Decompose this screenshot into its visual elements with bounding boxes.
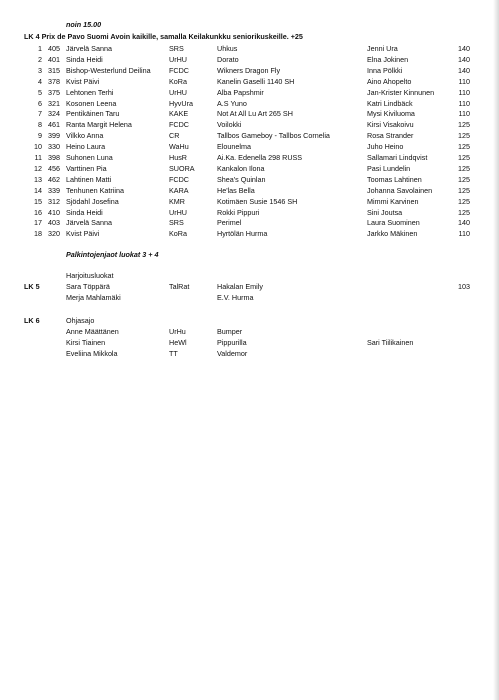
rider-name: Sinda Heidi: [66, 207, 103, 217]
height: 125: [458, 196, 470, 206]
height: 140: [458, 218, 470, 228]
rider-number: 375: [48, 87, 60, 97]
owner-name: Jenni Ura: [367, 44, 398, 53]
club: HusR: [169, 153, 187, 162]
height: 125: [458, 120, 470, 130]
horse-name: Rokki Pippuri: [217, 207, 260, 217]
horse-name: Valdemor: [217, 349, 248, 358]
prize-ceremony-note: Palkintojenjaot luokat 3 + 4: [66, 250, 159, 259]
club: KMR: [169, 196, 185, 206]
club: UrHU: [169, 87, 187, 97]
horse-name: Elounelma: [217, 142, 251, 152]
height: 110: [458, 109, 470, 119]
rider-name: Suhonen Luna: [66, 153, 113, 162]
entry-row: [0, 350, 499, 360]
owner-name: Pasi Lundelin: [367, 163, 411, 173]
height: 125: [458, 163, 470, 173]
horse-name: Dorato: [217, 54, 239, 64]
horse-name: Ai.Ka. Edenella 298 RUSS: [217, 153, 303, 162]
entry-row: [0, 143, 499, 153]
horse-name: Wikners Dragon Fly: [217, 65, 281, 75]
owner-name: Toomas Lahtinen: [367, 174, 422, 184]
rider-number: 403: [48, 218, 60, 228]
height: 125: [458, 131, 470, 141]
club: FCDC: [169, 120, 189, 130]
entry-row: [0, 209, 499, 219]
rider-number: 330: [48, 142, 60, 152]
start-time: noin 15.00: [66, 20, 102, 29]
height: 125: [458, 207, 470, 217]
horse-name: Shea's Quinlan: [217, 174, 266, 184]
owner-name: Sini Joutsa: [367, 207, 403, 217]
club: SRS: [169, 218, 184, 228]
entry-row: [0, 89, 499, 99]
start-order: 11: [34, 153, 42, 162]
owner-name: Rosa Strander: [367, 131, 414, 141]
entry-row: [0, 328, 499, 338]
owner-name: Juho Heino: [367, 142, 404, 152]
class-6-subtitle: Ohjasajo: [66, 316, 95, 325]
start-order: 17: [34, 218, 42, 228]
horse-name: Kankalon Ilona: [217, 163, 265, 173]
rider-name: Sara Töppärä: [66, 282, 110, 291]
rider-name: Kvist Päivi: [66, 76, 100, 86]
start-order: 3: [38, 65, 42, 75]
horse-name: Hakalan Emily: [217, 282, 263, 291]
start-order: 12: [34, 163, 42, 173]
rider-name: Merja Mahlamäki: [66, 293, 121, 302]
horse-name: Tallbos Gameboy - Tallbos Cornelia: [217, 131, 330, 141]
horse-name: Pippurilla: [217, 338, 247, 347]
rider-name: Lahtinen Matti: [66, 174, 112, 184]
club: FCDC: [169, 65, 189, 75]
entry-row: [0, 198, 499, 208]
rider-number: 339: [48, 185, 60, 195]
entry-row: [0, 45, 499, 55]
owner-name: Johanna Savolainen: [367, 185, 433, 195]
rider-name: Anne Määttänen: [66, 327, 119, 336]
entry-row: [0, 132, 499, 142]
rider-number: 456: [48, 163, 60, 173]
class-5-subtitle: Harjoitusluokat: [66, 271, 114, 280]
start-order: 9: [38, 131, 42, 141]
page-edge-shadow: [493, 0, 499, 700]
start-order: 15: [34, 196, 42, 206]
start-order: 6: [38, 98, 42, 108]
horse-name: A.S Yuno: [217, 98, 247, 108]
rider-name: Kvist Päivi: [66, 229, 100, 239]
rider-name: Ranta Margit Helena: [66, 120, 132, 130]
club: UrHu: [169, 327, 186, 336]
entry-row: [0, 339, 499, 349]
rider-number: 410: [48, 207, 60, 217]
horse-name: Kanelin Gaselli 1140 SH: [217, 76, 295, 86]
entry-row: [0, 187, 499, 197]
rider-name: Pentikäinen Taru: [66, 109, 120, 119]
horse-name: He'las Bella: [217, 185, 255, 195]
rider-name: Lehtonen Terhi: [66, 87, 114, 97]
rider-name: Kirsi Tiainen: [66, 338, 106, 347]
entry-row: [0, 165, 499, 175]
rider-number: 401: [48, 54, 60, 64]
start-order: 18: [34, 229, 42, 239]
start-order: 10: [34, 142, 42, 152]
rider-name: Heino Laura: [66, 142, 106, 152]
entry-row: [0, 219, 499, 229]
rider-name: Tenhunen Katriina: [66, 185, 124, 195]
rider-number: 321: [48, 98, 60, 108]
start-order: 4: [38, 76, 42, 86]
owner-name: Mimmi Karvinen: [367, 196, 419, 206]
height: 110: [458, 229, 470, 239]
club: SRS: [169, 44, 184, 53]
owner-name: Sallamari Lindqvist: [367, 153, 428, 162]
entry-row: [0, 121, 499, 131]
horse-name: Perimel: [217, 218, 242, 228]
owner-name: Mysi Kiviluoma: [367, 109, 415, 119]
rider-number: 312: [48, 196, 60, 206]
height: 125: [458, 185, 470, 195]
entry-row: [0, 154, 499, 164]
start-order: 7: [38, 109, 42, 119]
height: 140: [458, 44, 470, 53]
owner-name: Sari Tiilikainen: [367, 338, 414, 347]
start-order: 1: [38, 44, 42, 53]
entry-row: [0, 110, 499, 120]
entry-row: [0, 100, 499, 110]
owner-name: Jarkko Mäkinen: [367, 229, 418, 239]
owner-name: Katri Lindbäck: [367, 98, 413, 108]
rider-number: 461: [48, 120, 60, 130]
height: 110: [458, 87, 470, 97]
entry-row: [0, 176, 499, 186]
rider-name: Sjödahl Josefina: [66, 196, 119, 206]
start-order: 14: [34, 185, 42, 195]
owner-name: Laura Suominen: [367, 218, 420, 228]
height: 125: [458, 153, 470, 162]
class-5-label: LK 5: [24, 282, 40, 291]
club: HyvUra: [169, 98, 193, 108]
horse-name: Not At All Lu Art 265 SH: [217, 109, 293, 119]
horse-name: Kotimäen Susie 1546 SH: [217, 196, 298, 206]
owner-name: Inna Pölkki: [367, 65, 403, 75]
club: FCDC: [169, 174, 189, 184]
club: TalRat: [169, 282, 190, 291]
height: 103: [458, 282, 470, 291]
club: HeWl: [169, 338, 187, 347]
height: 125: [458, 142, 470, 152]
horse-name: Voilokki: [217, 120, 242, 130]
owner-name: Jan-Krister Kinnunen: [367, 87, 435, 97]
rider-number: 324: [48, 109, 60, 119]
start-order: 16: [34, 207, 42, 217]
rider-name: Sinda Heidi: [66, 54, 103, 64]
horse-name: Bumper: [217, 327, 243, 336]
start-order: 13: [34, 174, 42, 184]
start-order: 2: [38, 54, 42, 64]
entry-row: [0, 67, 499, 77]
rider-number: 405: [48, 44, 60, 53]
club: KoRa: [169, 229, 187, 239]
rider-name: Varttinen Pia: [66, 163, 107, 173]
entry-row: [0, 283, 499, 293]
height: 110: [458, 98, 470, 108]
start-order: 8: [38, 120, 42, 130]
height: 140: [458, 65, 470, 75]
club: KoRa: [169, 76, 187, 86]
rider-number: 378: [48, 76, 60, 86]
horse-name: Alba Papshmir: [217, 87, 264, 97]
club: TT: [169, 349, 178, 358]
rider-number: 315: [48, 65, 60, 75]
class-6-label: LK 6: [24, 316, 40, 325]
rider-name: Järvelä Sanna: [66, 218, 112, 228]
club: UrHU: [169, 207, 187, 217]
rider-number: 462: [48, 174, 60, 184]
entry-row: [0, 294, 499, 304]
club: WaHu: [169, 142, 189, 152]
entry-row: [0, 78, 499, 88]
owner-name: Aino Ahopelto: [367, 76, 412, 86]
rider-name: Bishop-Westerlund Deilina: [66, 65, 151, 75]
rider-number: 399: [48, 131, 60, 141]
rider-name: Vilkko Anna: [66, 131, 104, 141]
club: KAKE: [169, 109, 189, 119]
rider-name: Järvelä Sanna: [66, 44, 112, 53]
rider-name: Eveliina Mikkola: [66, 349, 118, 358]
owner-name: Elna Jokinen: [367, 54, 409, 64]
entry-row: [0, 56, 499, 66]
height: 140: [458, 54, 470, 64]
rider-number: 398: [48, 153, 60, 162]
horse-name: E.V. Hurma: [217, 293, 254, 302]
owner-name: Kirsi Visakoivu: [367, 120, 414, 130]
rider-name: Kosonen Leena: [66, 98, 117, 108]
horse-name: Uhkus: [217, 44, 238, 53]
entry-row: [0, 230, 499, 240]
club: KARA: [169, 185, 189, 195]
rider-number: 320: [48, 229, 60, 239]
start-order: 5: [38, 87, 42, 97]
height: 110: [458, 76, 470, 86]
horse-name: Hyrtölän Hurma: [217, 229, 268, 239]
class-4-title: LK 4 Prix de Pavo Suomi Avoin kaikille, samalla Keilakunkku seniorikuskeille. +25: [24, 32, 303, 41]
club: SUORA: [169, 163, 195, 173]
club: UrHU: [169, 54, 187, 64]
club: CR: [169, 131, 180, 141]
height: 125: [458, 174, 470, 184]
